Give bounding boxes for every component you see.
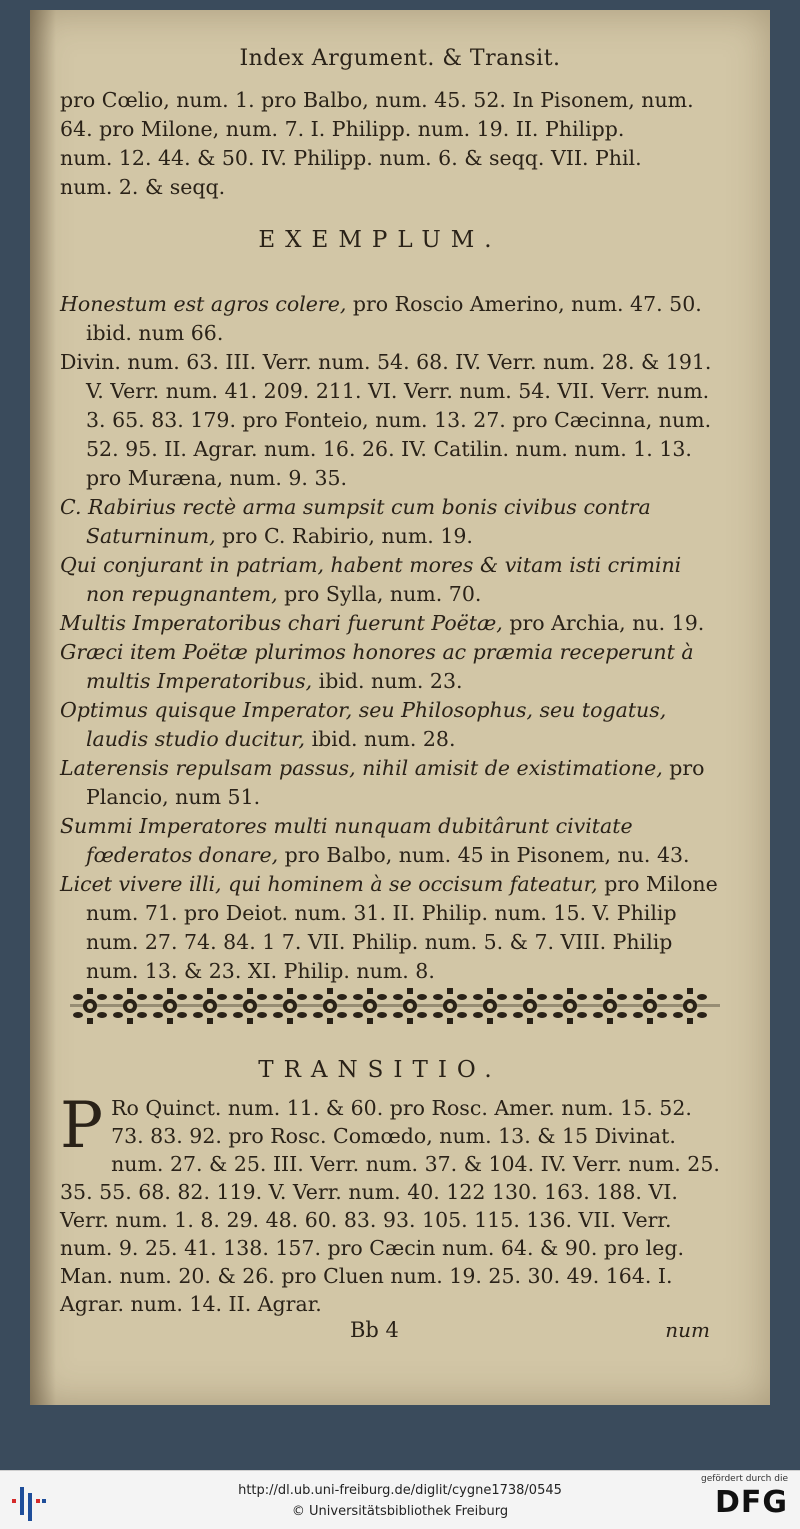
signature-mark: Bb 4 [350, 1318, 399, 1342]
dfg-logo: DFG [714, 1485, 788, 1520]
page-gutter-shadow [30, 10, 56, 1405]
exemplum-entry: Divin. num. 63. III. Verr. num. 54. 68. IV. Verr. num. 28. & 191. V. Verr. num. 41. 209. 211. VI. Verr. num. 54. VII. Verr. num. 3. 65. 83. 179. pro Fonteio, num. 13. 27. pro Cæcinna, num. 52. 95. II. Agrar. num. 16. 26. IV. Catilin. num. num. 1. 13. pro Muræna, num. 9. 35. [60, 350, 712, 490]
exemplum-heading: EXEMPLUM. [258, 227, 502, 253]
catchword: num [665, 1318, 710, 1342]
page-foot-marks [60, 1318, 720, 1348]
exemplum-entry: Qui conjurant in patriam, habent mores & vitam isti crimini non repugnantem, pro Sylla, num. 70. [60, 553, 682, 606]
drop-cap: P [60, 1089, 104, 1163]
copyright-notice: © Universitätsbibliothek Freiburg [291, 1504, 509, 1519]
exemplum-entry: C. Rabirius rectè arma sumpsit cum bonis civibus contra Saturninum, pro C. Rabirio, num. 19. [60, 495, 651, 548]
intro-line: pro Cœlio, num. 1. pro Balbo, num. 45. 52. In Pisonem, num. [60, 88, 694, 112]
intro-line: num. 12. 44. & 50. IV. Philipp. num. 6. & seqq. VII. Phil. [60, 146, 642, 170]
transitio-text: Ro Quinct. num. 11. & 60. pro Rosc. Amer. num. 15. 52. 73. 83. 92. pro Rosc. Comœdo, num. 13. & 15 Divinat. num. 27. & 25. III. Verr. num. 37. & 104. IV. Verr. num. 25. 35. 55. 68. 82. 119. V. Verr. num. 40. 122 130. 163. 188. VI. Verr. num. 1. 8. 29. 48. 60. 83. 93. 105. 115. 136. VII. Verr. num. 9. 25. 41. 138. 157. pro Cæcin num. 64. & 90. pro leg. Man. num. 20. & 26. pro Cluen num. 19. 25. 30. 49. 164. I. Agrar. num. 14. II. Agrar. [60, 1096, 720, 1316]
intro-line: num. 2. & seqq. [60, 175, 226, 199]
exemplum-entry: Licet vivere illi, qui hominem à se occisum fateatur, pro Milone num. 71. pro Deiot. num. 31. II. Philip. num. 15. V. Philip num. 27. 74. 84. 1 7. VII. Philip. num. 5. & 7. VIII. Philip num. 13. & 23. XI. Philip. num. 8. [60, 872, 718, 983]
exemplum-entry: Optimus quisque Imperator, seu Philosophus, seu togatus, laudis studio ducitur, ibid. num. 28. [60, 698, 667, 751]
permalink-url[interactable]: http://dl.ub.uni-freiburg.de/diglit/cygne1738/0545 [238, 1483, 562, 1498]
exemplum-entry: Græci item Poëtæ plurimos honores ac præmia receperunt à multis Imperatoribus, ibid. num. 23. [60, 640, 694, 693]
transitio-paragraph [60, 1089, 720, 1318]
exemplum-entry: Honestum est agros colere, pro Roscio Amerino, num. 47. 50. ibid. num 66. [60, 292, 702, 345]
intro-line: 64. pro Milone, num. 7. I. Philipp. num. 19. II. Philipp. [60, 117, 625, 141]
sponsor-caption: gefördert durch die [701, 1474, 788, 1484]
exemplum-entry: Multis Imperatoribus chari fuerunt Poëtæ, pro Archia, nu. 19. [60, 611, 705, 635]
intro-paragraph [60, 86, 720, 202]
running-head: Index Argument. & Transit. [239, 46, 561, 71]
floral-ornament-band-icon [70, 985, 720, 1027]
exemplum-entry: Laterensis repulsam passus, nihil amisit de existimatione, pro Plancio, num 51. [60, 756, 705, 809]
transitio-heading: TRANSITIO. [258, 1057, 502, 1083]
exemplum-list [60, 290, 720, 986]
viewer-footer [0, 1470, 800, 1529]
exemplum-entry: Summi Imperatores multi nunquam dubitârunt civitate fœderatos donare, pro Balbo, num. 45 in Pisonem, nu. 43. [60, 814, 690, 867]
